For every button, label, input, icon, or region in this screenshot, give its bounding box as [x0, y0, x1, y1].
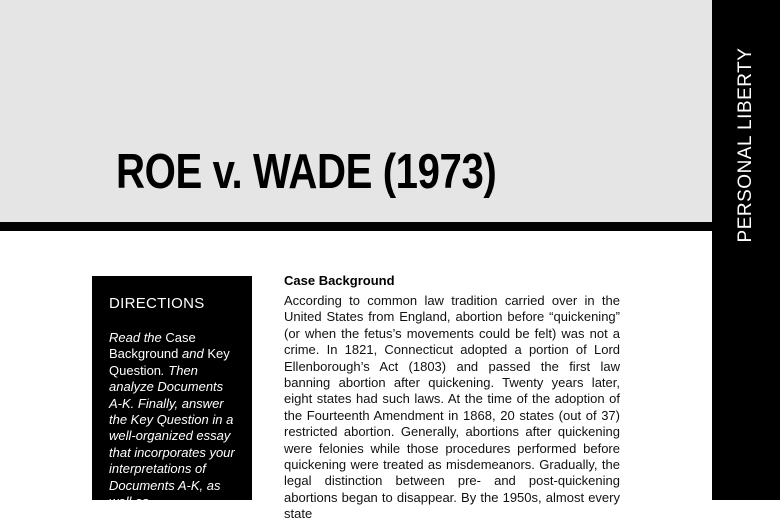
- header-rule: [0, 222, 712, 231]
- directions-segment: Key Question: [109, 346, 230, 378]
- side-section-label: PERSONAL LIBERTY: [735, 47, 756, 243]
- case-background-heading: Case Background: [284, 273, 395, 288]
- directions-segment: . Then analyze Documents A-K. Finally, answer the Key Question in a well-organized essay that incorporates your interpretations of Documents A-K, as well as: [109, 362, 235, 510]
- directions-segment: Case Background: [109, 330, 196, 362]
- directions-heading: DIRECTIONS: [109, 295, 205, 312]
- directions-segment: and: [178, 346, 208, 362]
- directions-text: [109, 330, 236, 510]
- page-title: ROE v. WADE (1973): [116, 145, 497, 199]
- case-background-text: According to common law tradition carried over in the United States from England, abortion before “quickening” (or when the fetus’s movements could be felt) was not a crime. In 1821, Connecticut adopted a portion of Lord Ellenborough’s Act (1803) and passed the first law banning abortion after quickening. Twenty years later, eight states had such laws. At the time of the adoption of the Fourteenth Amendment in 1868, 20 states (out of 37) restricted abortion. Generally, abortions after quickening were felonies while those procedures performed before quickening were treated as misdemeanors. Gradually, the legal distinction between pre- and post-quickening abortions began to disappear. By the 1950s, almost every state: [284, 293, 620, 522]
- directions-segment: Read the: [109, 330, 166, 345]
- directions-box: [92, 276, 252, 510]
